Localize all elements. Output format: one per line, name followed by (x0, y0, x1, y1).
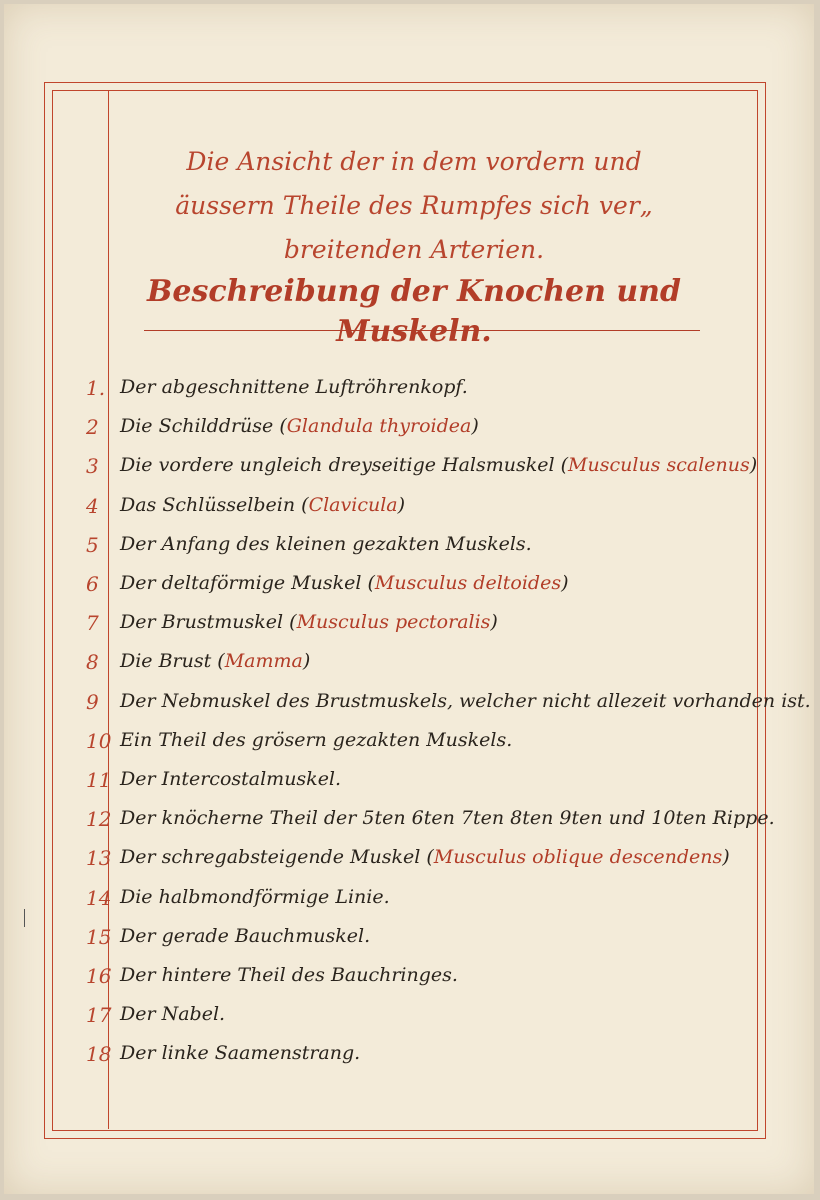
item-close-paren: ) (561, 572, 569, 594)
list-item (64, 1042, 764, 1080)
item-text (120, 729, 512, 751)
item-latin-term: Musculus oblique descendens (433, 846, 723, 869)
item-number: 18 (86, 1042, 112, 1067)
heading-underline (144, 330, 700, 331)
item-german-text: Der Nabel. (120, 1003, 226, 1026)
item-text (120, 964, 458, 986)
item-close-paren: ) (749, 454, 758, 477)
item-latin-term: Musculus pectoralis (296, 611, 491, 634)
item-german-text: Ein Theil des grösern gezakten Muskels. (120, 728, 513, 751)
list-item (64, 454, 764, 492)
list-item (64, 572, 764, 610)
item-text (120, 807, 775, 829)
item-latin-term: Musculus scalenus (568, 454, 750, 477)
item-text (120, 846, 730, 868)
item-number: 13 (86, 846, 112, 871)
list-item (64, 533, 764, 571)
item-number: 4 (86, 493, 99, 518)
list-item (64, 415, 764, 453)
item-latin-term: Clavicula (308, 493, 398, 516)
title-line: breitenden Arterien. (283, 235, 545, 264)
item-german-text: Der abgeschnittene Luftröhrenkopf. (120, 376, 468, 398)
item-number: 16 (86, 964, 112, 988)
item-number: 2 (86, 415, 99, 440)
item-text (120, 690, 811, 712)
item-german-text: Der gerade Bauchmuskel. (120, 924, 371, 947)
item-latin-term: Musculus deltoides (374, 572, 562, 594)
item-number: 6 (86, 572, 99, 596)
item-german-text: Der knöcherne Theil der 5ten 6ten 7ten 8ten 9ten und 10ten Rippe. (120, 807, 775, 830)
item-text (120, 376, 468, 398)
list-item (64, 964, 764, 1002)
item-german-text: Der Nebmuskel des Brustmuskels, welcher nicht allezeit vorhanden ist. (120, 689, 811, 712)
list-item (64, 846, 764, 884)
item-german-text: Das Schlüsselbein ( (120, 493, 309, 516)
item-number: 11 (86, 768, 112, 792)
list-item (64, 611, 764, 649)
item-text (120, 650, 310, 672)
list-item (64, 768, 764, 806)
item-number: 5 (86, 532, 99, 557)
item-text (120, 1042, 360, 1064)
list-item (64, 689, 811, 728)
item-german-text: Die Brust ( (120, 650, 225, 673)
list-item (64, 925, 764, 963)
item-close-paren: ) (302, 650, 311, 673)
item-number: 14 (86, 885, 112, 910)
list-item (64, 886, 764, 924)
item-number: 10 (86, 728, 112, 753)
item-german-text: Der Intercostalmuskel. (120, 768, 342, 790)
item-german-text: Der deltaförmige Muskel ( (120, 572, 375, 594)
item-number: 12 (86, 807, 112, 832)
list-item (64, 650, 764, 688)
item-number: 17 (86, 1003, 112, 1028)
item-close-paren: ) (471, 415, 479, 438)
item-german-text: Der linke Saamenstrang. (120, 1042, 361, 1065)
item-close-paren: ) (397, 493, 406, 516)
item-text (120, 1003, 225, 1025)
item-number: 9 (86, 689, 99, 714)
item-german-text: Der Brustmuskel ( (120, 611, 297, 634)
item-latin-term: Mamma (224, 650, 303, 673)
item-text (120, 925, 370, 947)
list-item (64, 494, 764, 532)
item-german-text: Der schregabsteigende Muskel ( (120, 846, 434, 869)
page-title (114, 140, 714, 272)
item-text (120, 611, 498, 633)
item-german-text: Der hintere Theil des Bauchringes. (120, 964, 458, 986)
item-number: 1. (86, 376, 106, 400)
item-number: 3 (86, 454, 99, 479)
section-heading: Beschreibung der Knochen und Muskeln. (147, 274, 681, 349)
list-item (64, 729, 764, 767)
item-number: 8 (86, 650, 99, 675)
item-text (120, 533, 532, 555)
item-text (120, 454, 757, 476)
list-item (64, 1003, 764, 1041)
item-german-text: Der Anfang des kleinen gezakten Muskels. (120, 532, 532, 555)
item-text (120, 886, 390, 908)
title-line: Die Ansicht der in dem vordern und (186, 147, 642, 176)
item-text (120, 572, 569, 594)
item-number: 15 (86, 924, 112, 949)
item-number: 7 (86, 611, 99, 636)
item-german-text: Die vordere ungleich dreyseitige Halsmuskel ( (120, 454, 569, 477)
list-item (64, 807, 775, 845)
item-latin-term: Glandula thyroidea (286, 415, 472, 438)
item-text (120, 768, 341, 790)
item-text (120, 494, 405, 516)
list-item (64, 376, 764, 414)
margin-mark (24, 909, 25, 927)
item-german-text: Die halbmondförmige Linie. (120, 885, 390, 908)
title-line: äussern Theile des Rumpfes sich ver„ (175, 191, 653, 220)
item-close-paren: ) (722, 846, 730, 869)
item-close-paren: ) (490, 611, 498, 634)
item-text (120, 415, 479, 437)
manuscript-page (4, 4, 814, 1194)
item-german-text: Die Schilddrüse ( (120, 415, 287, 438)
